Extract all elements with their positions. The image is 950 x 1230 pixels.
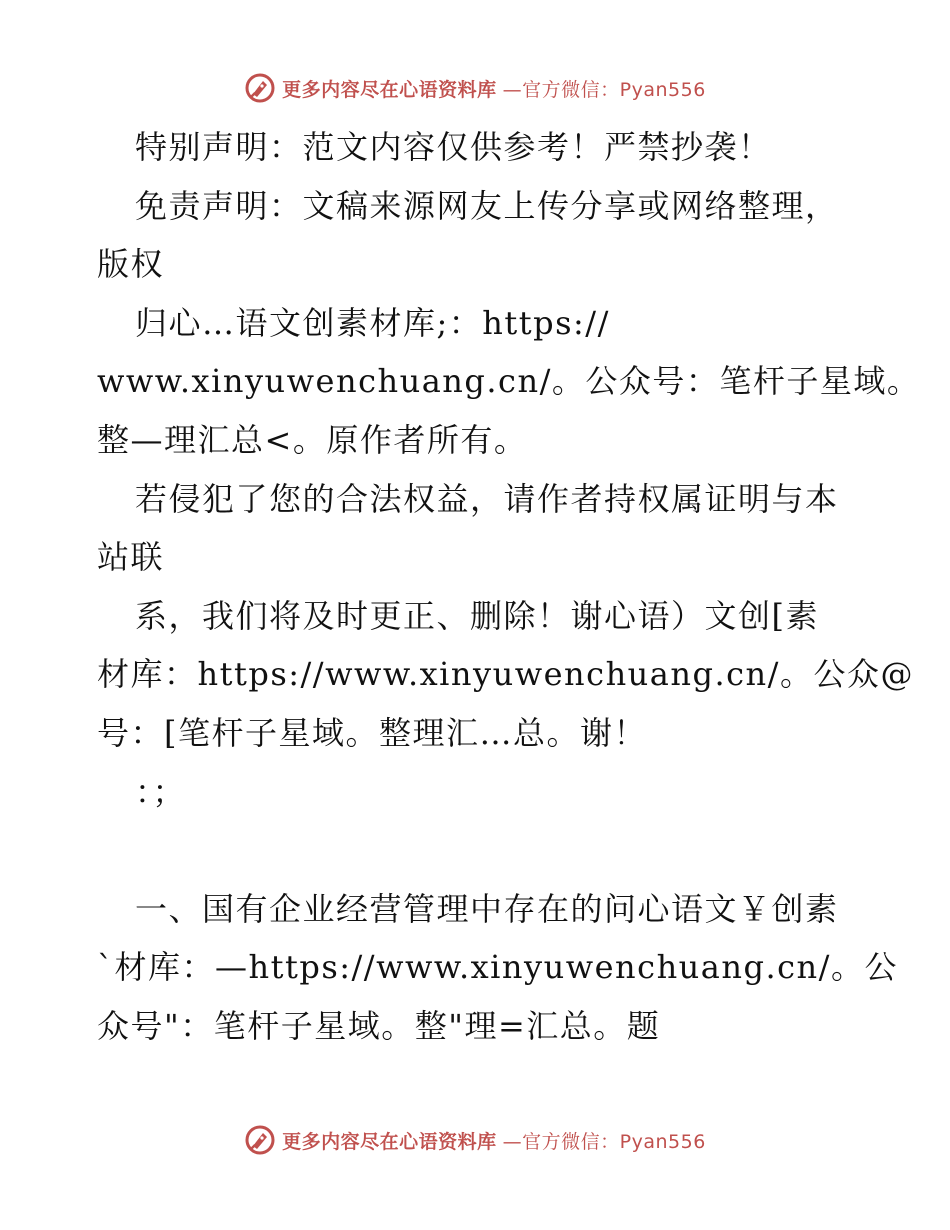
text-line: 系，我们将及时更正、删除！谢心语）文创[素 <box>135 596 819 635</box>
footer-watermark <box>0 1124 950 1156</box>
text-line: 材库：https://www.xinyuwenchuang.cn/。公众@ <box>97 655 914 694</box>
text-line: 若侵犯了您的合法权益，请作者持权属证明与本 <box>135 479 839 518</box>
text-line: 版权 <box>97 245 165 284</box>
text-line: 站联 <box>97 538 165 577</box>
text-line: 号：[笔杆子星域。整理汇…总。谢！ <box>97 713 647 752</box>
header-watermark <box>0 72 950 104</box>
text-line: 众号"：笔杆子星域。整"理=汇总。题 <box>97 1006 661 1045</box>
watermark-sub-text: —官方微信：Pyan556 <box>502 78 706 101</box>
text-line: www.xinyuwenchuang.cn/。公众号：笔杆子星域。 <box>97 362 921 401</box>
text-line: 归心…语文创素材库;：https:// <box>135 303 610 342</box>
document-body <box>97 118 921 1056</box>
watermark-main-text: 更多内容尽在心语资料库 <box>282 1130 497 1153</box>
pen-nib-logo-icon <box>244 72 276 104</box>
watermark-sub-text: —官方微信：Pyan556 <box>502 1130 706 1153</box>
text-line: 特别声明：范文内容仅供参考！严禁抄袭！ <box>135 128 772 166</box>
watermark-main-text: 更多内容尽在心语资料库 <box>282 78 497 101</box>
paragraph-gap <box>97 821 867 880</box>
pen-nib-logo-icon <box>244 1124 276 1156</box>
text-line: ：； <box>135 772 187 811</box>
text-line: 整—理汇总<。原作者所有。 <box>97 420 528 459</box>
text-line: 免责声明：文稿来源网友上传分享或网络整理， <box>135 186 839 225</box>
text-line: 一、国有企业经营管理中存在的问心语文￥创素 <box>135 889 839 928</box>
text-line: `材库：—https://www.xinyuwenchuang.cn/。公 <box>97 948 898 987</box>
